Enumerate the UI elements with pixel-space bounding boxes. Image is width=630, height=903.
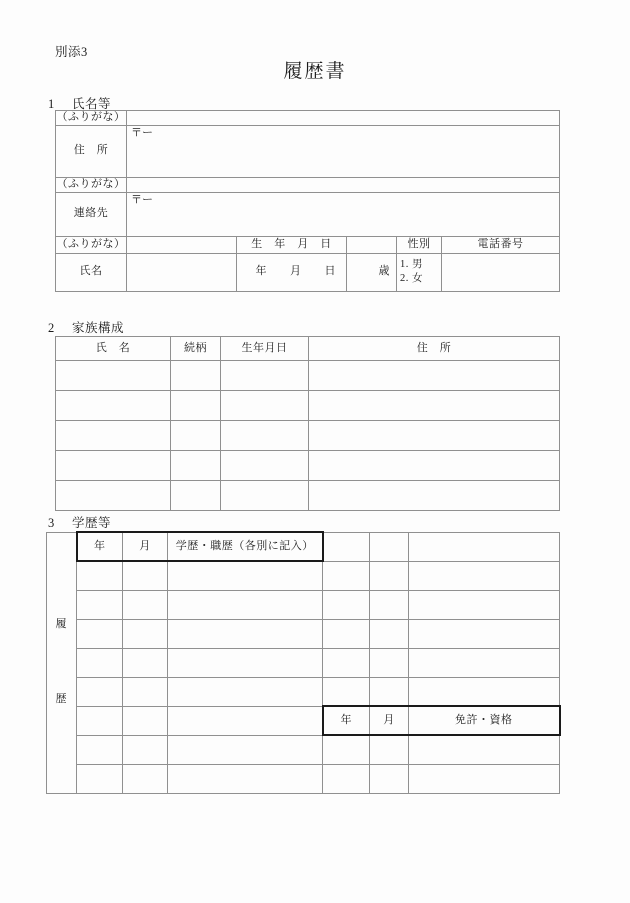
header-birthdate: 生 年 月 日 [237,236,347,253]
input-license-year[interactable] [323,619,370,648]
input-age[interactable]: 歳 [347,253,397,291]
table-row [56,451,560,481]
input-edu-year[interactable] [77,706,123,735]
gender-option-female[interactable]: 2. 女 [400,273,423,284]
section-label-1: 氏名等 [72,97,112,111]
input-family-relation[interactable] [171,421,221,451]
input-license-name[interactable] [409,735,560,764]
section-label-3: 学歴等 [72,516,112,530]
input-family-address[interactable] [309,451,560,481]
input-family-name[interactable] [56,391,171,421]
table-row [56,481,560,511]
input-furigana-address[interactable] [127,111,560,126]
input-license-month[interactable] [370,764,409,793]
header-family-address: 住 所 [309,337,560,361]
table-row [56,125,560,177]
table-row [47,735,560,764]
input-license-year[interactable] [323,561,370,590]
postal-dash: ー [142,126,153,139]
postal-mark: 〒 [131,193,142,206]
input-edu-year[interactable] [77,764,123,793]
input-license-name[interactable] [409,619,560,648]
table-header-row [56,337,560,361]
input-license-name[interactable] [409,677,560,706]
table-row [47,677,560,706]
label-name: 氏名 [56,253,127,291]
input-license-name[interactable] [409,532,560,561]
input-family-relation[interactable] [171,451,221,481]
input-license-year[interactable] [323,735,370,764]
input-name[interactable] [127,253,237,291]
table-row [56,421,560,451]
input-license-month[interactable] [370,532,409,561]
header-family-birthdate: 生年月日 [221,337,309,361]
page-title: 履歴書 [283,61,347,82]
input-family-relation[interactable] [171,361,221,391]
input-contact[interactable] [127,192,560,236]
section-label-2: 家族構成 [72,321,125,335]
postal-mark: 〒 [131,126,142,139]
input-license-name[interactable] [409,561,560,590]
input-edu-year[interactable] [77,619,123,648]
input-family-name[interactable] [56,451,171,481]
input-family-birthdate[interactable] [221,391,309,421]
table-row [56,177,560,192]
table-row [56,391,560,421]
input-phone[interactable] [442,253,560,291]
input-edu-history[interactable] [168,735,323,764]
label-rireki-top: 履 [55,618,67,631]
header-license-year: 年 [323,706,370,735]
input-gender[interactable] [397,253,442,291]
input-family-birthdate[interactable] [221,481,309,511]
input-edu-history[interactable] [168,648,323,677]
header-license-month: 月 [370,706,409,735]
input-license-month[interactable] [370,590,409,619]
header-family-relation: 続柄 [171,337,221,361]
input-family-address[interactable] [309,391,560,421]
input-family-address[interactable] [309,361,560,391]
table-row [47,764,560,793]
table-row [56,253,560,291]
input-edu-month[interactable] [123,590,168,619]
input-edu-month[interactable] [123,706,168,735]
postal-dash: ー [142,193,153,206]
label-address: 住 所 [56,125,127,177]
input-license-month[interactable] [370,735,409,764]
input-edu-year[interactable] [77,561,123,590]
input-furigana-contact[interactable] [127,177,560,192]
gender-option-male[interactable]: 1. 男 [400,258,423,270]
input-license-year[interactable] [323,532,370,561]
table-row [47,648,560,677]
label-contact: 連絡先 [56,192,127,236]
table-row [56,361,560,391]
header-edu-history: 学歴・職歴（各別に記入） [168,532,323,561]
label-rireki [47,532,77,793]
input-edu-year[interactable] [77,648,123,677]
section-number-1: 1 [48,97,55,111]
table-row [56,192,560,236]
input-edu-history[interactable] [168,561,323,590]
input-license-name[interactable] [409,590,560,619]
input-family-name[interactable] [56,421,171,451]
table-name-info [55,110,560,292]
input-edu-year[interactable] [77,735,123,764]
label-furigana-contact: （ふりがな） [56,177,127,192]
header-age [347,236,397,253]
label-furigana-address: （ふりがな） [56,111,127,126]
header-edu-month: 月 [123,532,168,561]
input-edu-history[interactable] [168,706,323,735]
input-edu-month[interactable] [123,561,168,590]
input-license-name[interactable] [409,764,560,793]
input-license-name[interactable] [409,648,560,677]
input-family-name[interactable] [56,361,171,391]
input-license-year[interactable] [323,648,370,677]
table-row [47,619,560,648]
input-edu-month[interactable] [123,764,168,793]
table-row [56,236,560,253]
table-education [46,531,561,794]
header-edu-year: 年 [77,532,123,561]
section-heading-3 [48,513,111,531]
input-license-month[interactable] [370,619,409,648]
input-edu-year[interactable] [77,590,123,619]
input-family-birthdate[interactable] [221,451,309,481]
table-family [55,336,560,511]
input-family-birthdate[interactable] [221,361,309,391]
input-edu-year[interactable] [77,677,123,706]
table-row [47,590,560,619]
section-number-2: 2 [48,321,55,335]
table-header-row [47,532,560,561]
input-license-month[interactable] [370,677,409,706]
input-edu-month[interactable] [123,677,168,706]
header-gender: 性別 [397,236,442,253]
input-license-month[interactable] [370,561,409,590]
input-edu-month[interactable] [123,735,168,764]
input-family-relation[interactable] [171,391,221,421]
input-family-name[interactable] [56,481,171,511]
input-license-month[interactable] [370,648,409,677]
section-number-3: 3 [48,516,55,530]
input-license-year[interactable] [323,677,370,706]
input-license-year[interactable] [323,764,370,793]
table-row [47,561,560,590]
input-birthdate[interactable]: 年 月 日 [237,253,347,291]
header-license-name: 免許・資格 [409,706,560,735]
table-row [56,111,560,126]
input-edu-month[interactable] [123,648,168,677]
input-edu-month[interactable] [123,619,168,648]
input-edu-history[interactable] [168,590,323,619]
header-family-name: 氏 名 [56,337,171,361]
label-rireki-bottom: 歴 [55,693,67,706]
input-license-year[interactable] [323,590,370,619]
input-family-address[interactable] [309,421,560,451]
section-heading-2 [48,318,124,336]
label-furigana-name: （ふりがな） [56,236,127,253]
attachment-label: 別添3 [55,45,88,59]
input-edu-history[interactable] [168,764,323,793]
input-family-address[interactable] [309,481,560,511]
input-family-relation[interactable] [171,481,221,511]
input-address[interactable] [127,125,560,177]
header-phone: 電話番号 [442,236,560,253]
input-edu-history[interactable] [168,677,323,706]
input-edu-history[interactable] [168,619,323,648]
input-family-birthdate[interactable] [221,421,309,451]
table-row [47,706,560,735]
input-furigana-name[interactable] [127,236,237,253]
